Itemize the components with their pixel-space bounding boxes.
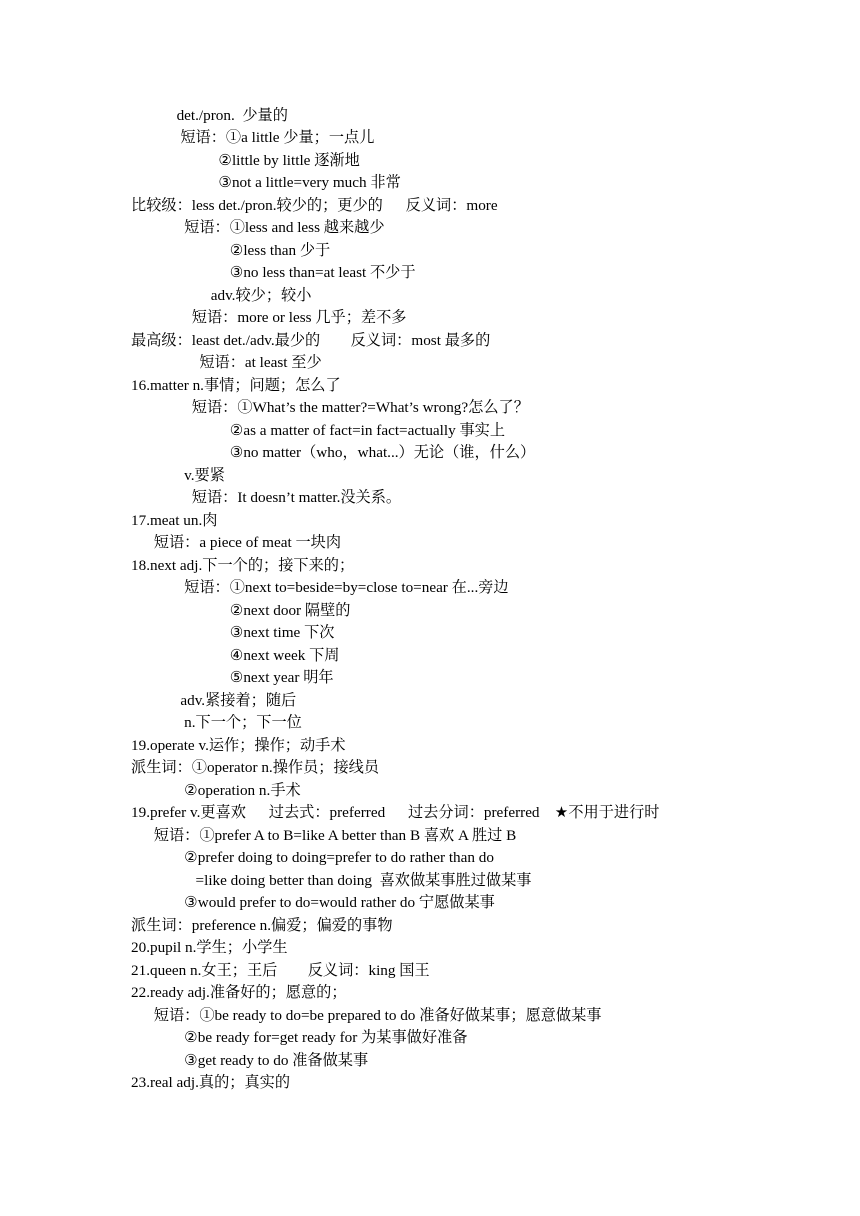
text-line: ②as a matter of fact=in fact=actually 事实上 [131,422,506,439]
text-line: 短语：①next to=beside=by=close to=near 在...旁边 [131,579,509,596]
text-line: ②be ready for=get ready for 为某事做好准备 [131,1029,468,1046]
text-line: det./pron. 少量的 [131,107,288,124]
text-line: 20.pupil n.学生；小学生 [131,939,288,956]
text-line: adv.紧接着；随后 [131,692,297,709]
text-line: ②less than 少于 [131,242,331,259]
text-line: 23.real adj.真的；真实的 [131,1074,291,1091]
text-line: 短语：①prefer A to B=like A better than B 喜欢 A 胜过 B [131,827,517,844]
text-line: 16.matter n.事情；问题；怎么了 [131,377,341,394]
text-line: 17.meat un.肉 [131,512,218,529]
text-line: 22.ready adj.准备好的；愿意的； [131,984,347,1001]
text-line: 短语：at least 至少 [131,354,322,371]
text-line: ③would prefer to do=would rather do 宁愿做某事 [131,894,495,911]
text-line: ②prefer doing to doing=prefer to do rather than do [131,849,494,866]
text-line: 19.operate v.运作；操作；动手术 [131,737,346,754]
text-line: 短语：①What’s the matter?=What’s wrong?怎么了？ [131,399,529,416]
text-line: 短语：more or less 几乎；差不多 [131,309,407,326]
text-line: v.要紧 [131,467,225,484]
text-line: 短语：①be ready to do=be prepared to do 准备好做某事；愿意做某事 [131,1007,602,1024]
text-line: ②operation n.手术 [131,782,301,799]
text-line: ③no matter（who，what...）无论（谁，什么） [131,444,536,461]
text-line: 最高级：least det./adv.最少的 反义词：most 最多的 [131,332,491,349]
text-line: 19.prefer v.更喜欢 过去式：preferred 过去分词：preferred ★不用于进行时 [131,804,660,821]
text-line: 派生词：preference n.偏爱；偏爱的事物 [131,917,393,934]
text-line: 派生词：①operator n.操作员；接线员 [131,759,380,776]
text-line: ③next time 下次 [131,624,335,641]
text-line: 21.queen n.女王；王后 反义词：king 国王 [131,962,430,979]
text-line: ③no less than=at least 不少于 [131,264,416,281]
text-line: ②next door 隔壁的 [131,602,351,619]
text-line: ④next week 下周 [131,647,340,664]
text-line: adv.较少；较小 [131,287,312,304]
text-line: 比较级：less det./pron.较少的；更少的 反义词：more [131,197,498,214]
text-line: ③get ready to do 准备做某事 [131,1052,369,1069]
text-line: =like doing better than doing 喜欢做某事胜过做某事 [131,872,532,889]
text-line: 短语：①less and less 越来越少 [131,219,385,236]
text-line: ③not a little=very much 非常 [131,174,401,191]
text-line: ⑤next year 明年 [131,669,334,686]
text-line: 短语：①a little 少量；一点儿 [131,129,375,146]
text-line: 短语：a piece of meat 一块肉 [131,534,342,551]
text-line: 18.next adj.下一个的；接下来的； [131,557,355,574]
text-line: n.下一个；下一位 [131,714,302,731]
text-line: 短语：It doesn’t matter.没关系。 [131,489,402,506]
text-line: ②little by little 逐渐地 [131,152,360,169]
